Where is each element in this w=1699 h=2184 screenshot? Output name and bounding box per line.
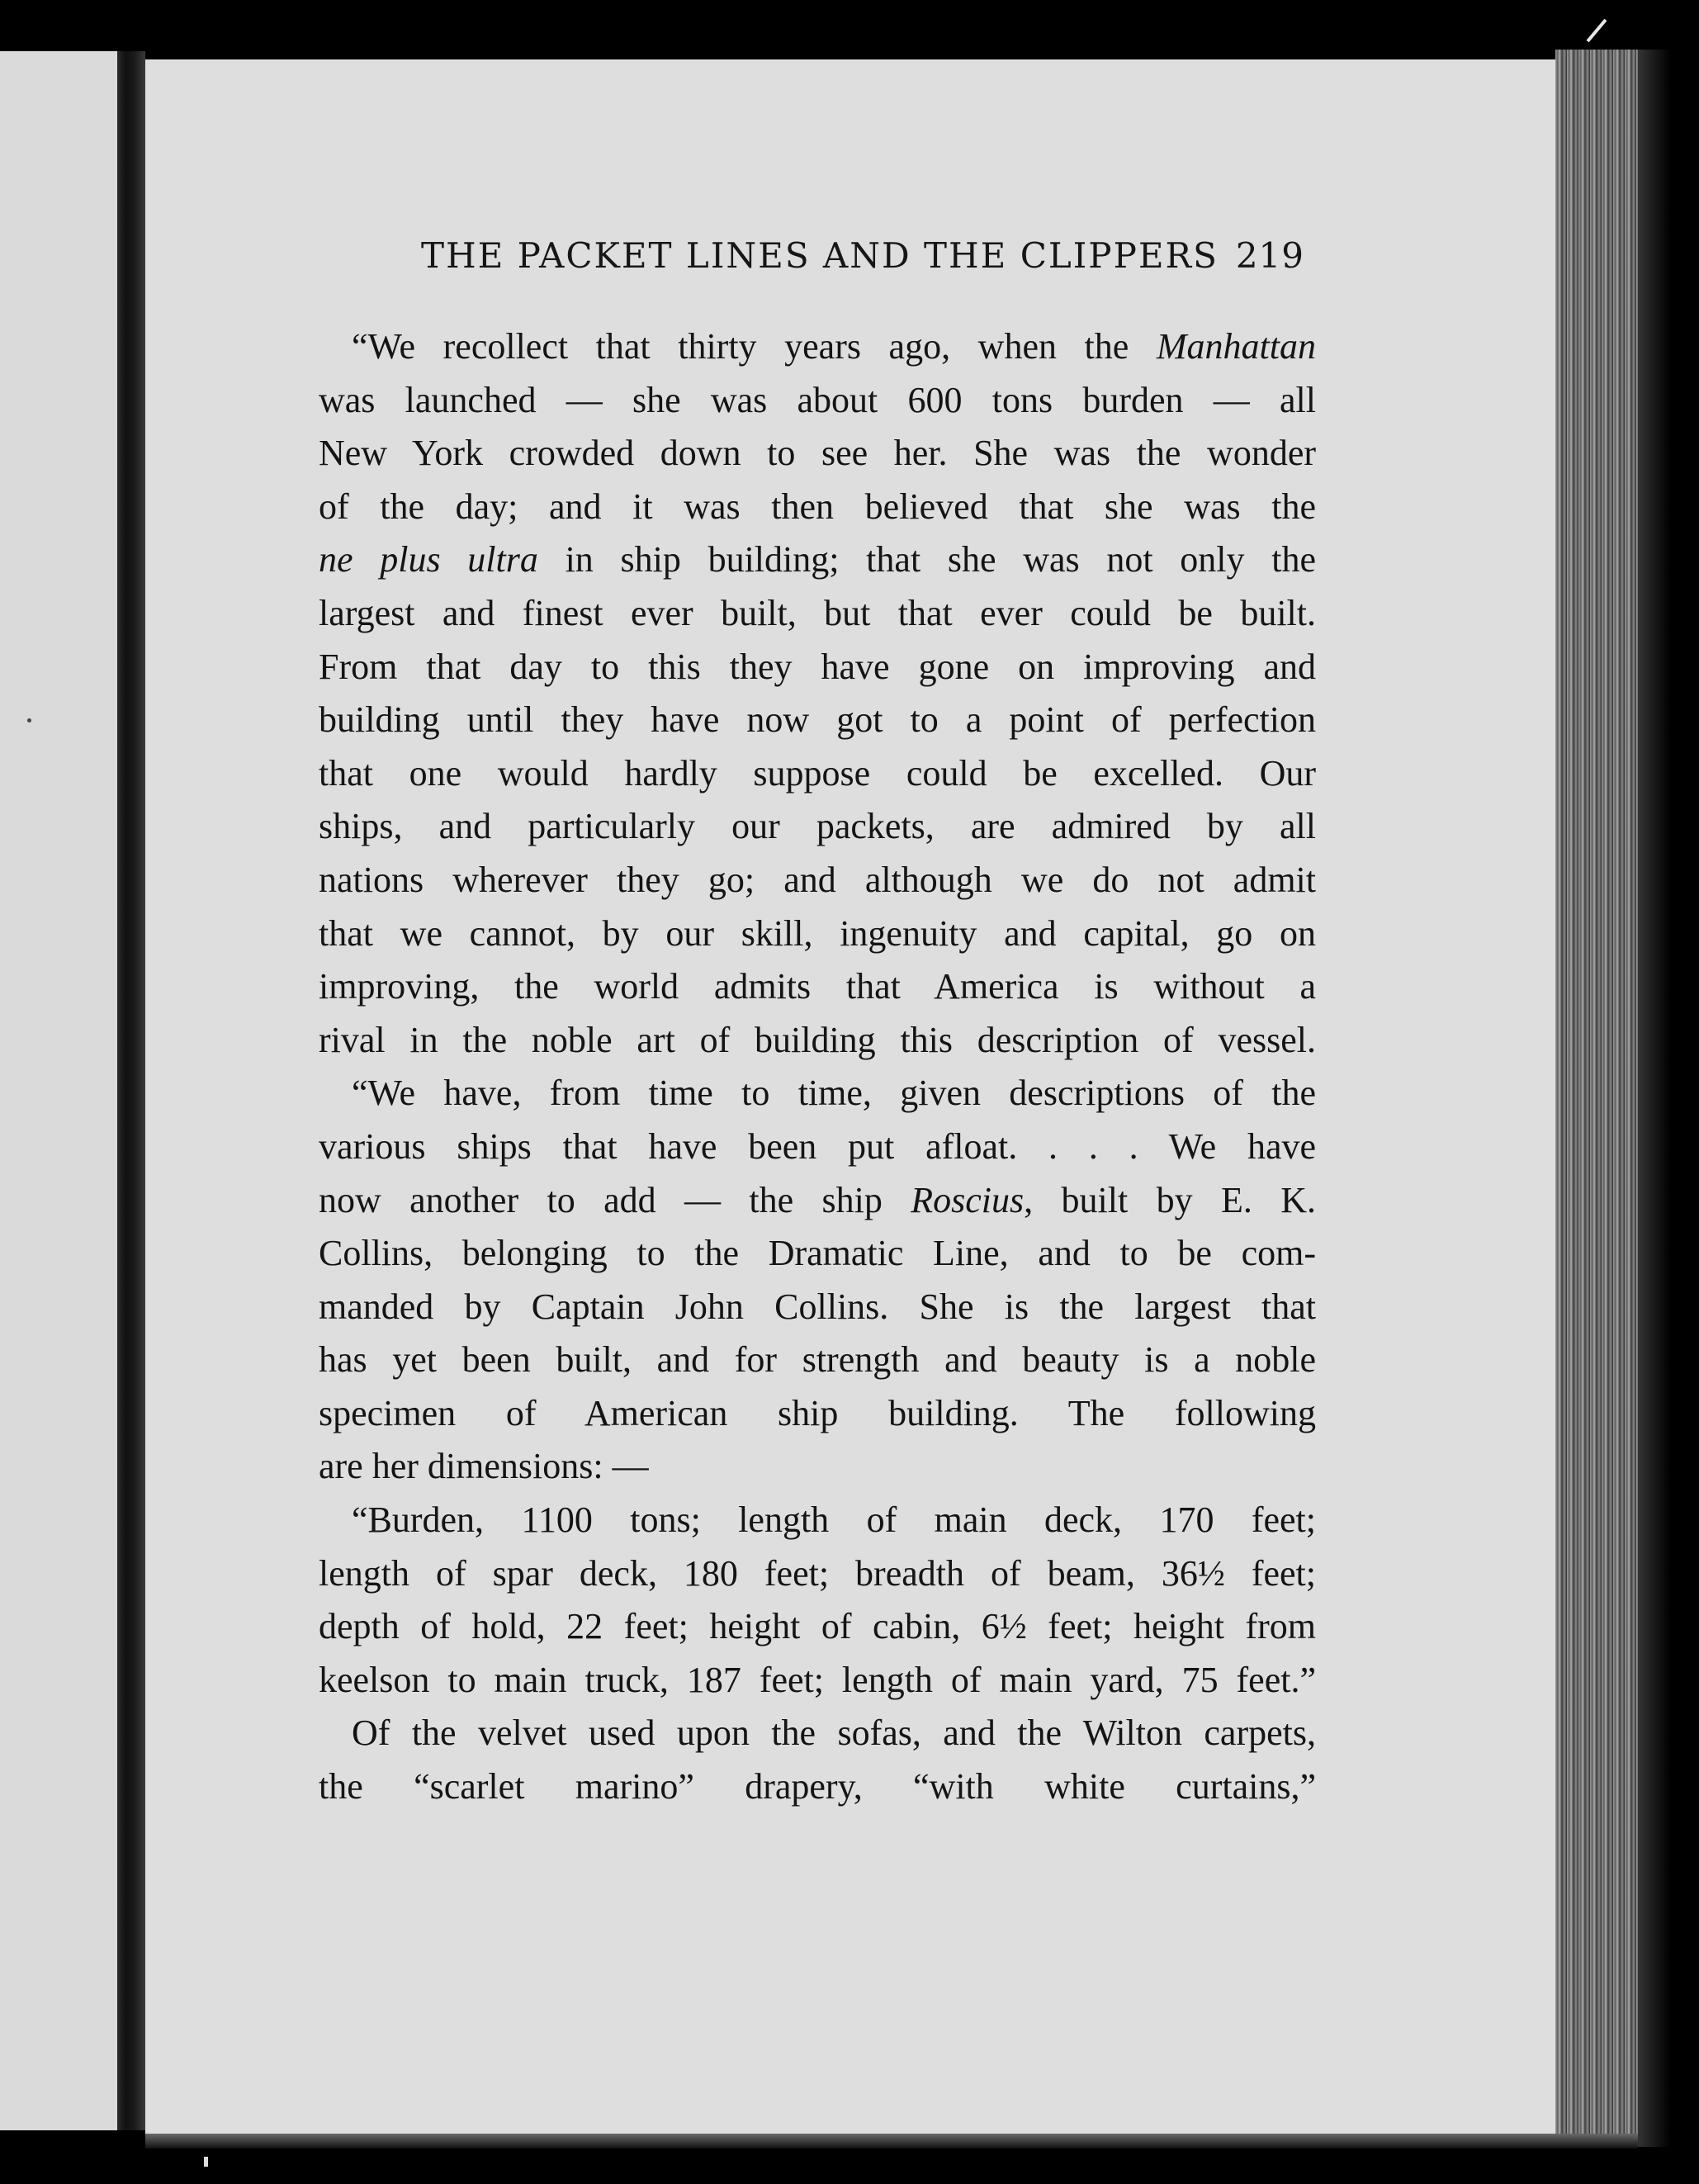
text-line: “Burden, 1100 tons; length of main deck, 170 feet; [352,1499,1316,1541]
text-line: improving, the world admits that America is without a [319,966,1316,1007]
text-line: “We have, from time to time, given descriptions of the [352,1073,1316,1114]
text-line: has yet been built, and for strength and beauty is a noble [319,1339,1316,1381]
text-line: rival in the noble art of building this description of vessel. [319,1019,1316,1060]
text-line: ships, and particularly our packets, are admired by all [319,806,1316,847]
page-bottom-rim [145,2134,1638,2148]
text-line: building until they have now got to a point of perfection [319,699,1316,741]
corner-mark [1587,19,1607,43]
text-line: length of spar deck, 180 feet; breadth of beam, 36½ feet; [319,1552,1316,1594]
running-title: THE PACKET LINES AND THE CLIPPERS [421,235,1219,276]
text-line: keelson to main truck, 187 feet; length of main yard, 75 feet.” [319,1659,1316,1700]
text-line: now another to add — the ship Roscius, built by E. K. [319,1179,1316,1220]
text-line: nations wherever they go; and although we do not admit [319,859,1316,900]
text-line: New York crowded down to see her. She was the wonder [319,433,1316,474]
text-line: that one would hardly suppose could be excelled. Our [319,752,1316,794]
text-line: are her dimensions: — [319,1446,649,1487]
text-line: was launched — she was about 600 tons burden — all [319,379,1316,420]
book-gutter [117,51,145,2130]
body-text [319,320,1316,1814]
text-line: Of the velvet used upon the sofas, and the Wilton carpets, [352,1713,1316,1754]
speck-mark [27,718,31,722]
previous-page-edge [0,51,117,2130]
text-line: of the day; and it was then believed that she was the [319,486,1316,527]
text-line: specimen of American ship building. The following [319,1392,1316,1433]
text-line: the “scarlet marino” drapery, “with white curtains,” [319,1766,1316,1807]
edge-shadow [1638,50,1671,2147]
text-line: largest and finest ever built, but that ever could be built. [319,592,1316,633]
text-line: “We recollect that thirty years ago, when the Manhattan [352,326,1316,367]
text-line: From that day to this they have gone on improving and [319,646,1316,687]
text-line: that we cannot, by our skill, ingenuity and capital, go on [319,912,1316,954]
text-line: various ships that have been put afloat. . . . We have [319,1125,1316,1167]
page-stack-edge [1555,50,1638,2147]
text-line: ne plus ultra in ship building; that she was not only the [319,539,1316,580]
speck-mark-bottom [204,2157,208,2167]
text-line: manded by Captain John Collins. She is the largest that [319,1286,1316,1327]
text-line: Collins, belonging to the Dramatic Line, and to be com- [319,1233,1316,1274]
page-number: 219 [1235,235,1304,276]
text-line: depth of hold, 22 feet; height of cabin, 6½ feet; height from [319,1606,1316,1647]
